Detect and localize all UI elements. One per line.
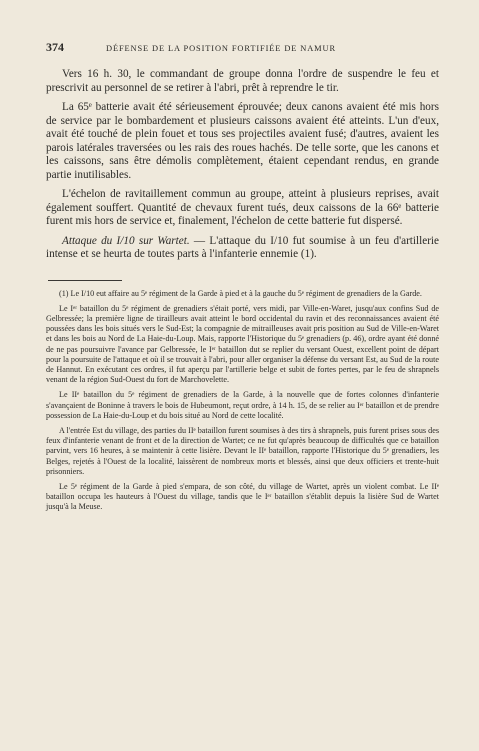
- main-text: [46, 68, 439, 262]
- footnote-paragraph: Le Iᵉʳ bataillon du 5ᵉ régiment de grenadiers s'était porté, vers midi, par Ville-en-Waret, jusqu'aux confins Sud de Gelbressée; la première ligne de tirailleurs avait atteint le bord occidental du ravin et des reconnaissances avaient été poussées dans les bois situés vers le Sud-Est; la compagnie de mitrailleuses avait pris position au Sud de Ville-en-Waret et dans les bois au Nord de La Haie-du-Loup. Mais, rapporte l'Historique du 5ᵉ grenadiers (p. 46), ordre ayant été donné de ne pas poursuivre l'avance par Gelbressée, le Iᵉʳ bataillon dut se replier du versant Ouest, excellent point de départ pour la poursuite de l'attaque et où il se trouvait à l'abri, pour aller organiser la défense du versant Est, au Sud de la route de Hannut. En exécutant ces ordres, il fut aperçu par l'artillerie belge et subit de fortes pertes, par le feu de shrapnels venant de la région Sud-Ouest du fort de Marchovelette.: [46, 303, 439, 385]
- paragraph-4-text: — L'attaque du I/10 fut soumise à un feu d'artillerie intense et se heurta de toutes parts à l'infanterie ennemie (1).: [46, 234, 439, 260]
- page-header: [46, 40, 439, 56]
- paragraph-2: La 65ᵉ batterie avait été sérieusement éprouvée; deux canons avaient été mis hors de service par le bombardement et plusieurs caissons avaient été atteints. L'un d'eux, avait été touché de plein fouet et tous ses projectiles avaient fusé; d'autres, avaient les parois latérales traversées ou les rais des roues hachés. De telle sorte, que les canons et les caissons, sans être démolis complètement, étaient cependant rendus, en grande partie inutilisables.: [46, 101, 439, 181]
- footnote-paragraph: A l'entrée Est du village, des parties du IIᵉ bataillon furent soumises à des tirs à shrapnels, puis furent prises sous des feux d'infanterie venant de front et de la direction de Wartet; ce ne fut qu'après beaucoup de difficultés que ce bataillon parvint, vers 16 heures, à se maintenir à cette lisière. Devant le IIᵉ bataillon, rapporte l'Historique du 5ᵉ grenadiers, les Belges, rejetés à l'Ouest de la localité, laissèrent de nombreux morts et blessés, ainsi que deux officiers et trente-huit prisonniers.: [46, 425, 439, 476]
- paragraph-1: Vers 16 h. 30, le commandant de groupe donna l'ordre de suspendre le feu et prescrivit au personnel de se retirer à l'abri, prêt à reprendre le tir.: [46, 68, 439, 94]
- page-number: 374: [46, 40, 64, 54]
- paragraph-3: L'échelon de ravitaillement commun au groupe, atteint à plusieurs reprises, avait également souffert. Quantité de chevaux furent tués, deux caissons de la 66ᵉ batterie furent mis hors de service et, finalement, l'échelon de cette batterie fut dispersé.: [46, 188, 439, 227]
- footnote-paragraph: Le 5ᵉ régiment de la Garde à pied s'empara, de son côté, du village de Wartet, après un violent combat. Le IIᵉ bataillon occupa les hauteurs à l'Ouest du village, tandis que le Iᵉʳ bataillon s'établit depuis la lisière Sud de Wartet jusqu'à la Meuse.: [46, 481, 439, 512]
- running-title: DÉFENSE DE LA POSITION FORTIFIÉE DE NAMUR: [106, 44, 336, 53]
- footnote-paragraph: Le IIᵉ bataillon du 5ᵉ régiment de grenadiers de la Garde, à la nouvelle que de fortes colonnes d'infanterie s'avançaient de Boninne à travers le bois de Hubeumont, reçut ordre, à 14 h. 15, de se relier au Iᵉʳ bataillon et de prendre possession de La Haie-du-Loup et du bois situé au Nord de cette localité.: [46, 390, 439, 420]
- section-heading: Attaque du I/10 sur Wartet.: [62, 234, 190, 247]
- footnotes: [46, 289, 439, 513]
- footnote-divider: [48, 280, 122, 281]
- paragraph-4: [46, 235, 439, 262]
- footnote-1: (1) Le I/10 eut affaire au 5ᵉ régiment de la Garde à pied et à la gauche du 5ᵉ régiment de grenadiers de la Garde.: [59, 288, 422, 298]
